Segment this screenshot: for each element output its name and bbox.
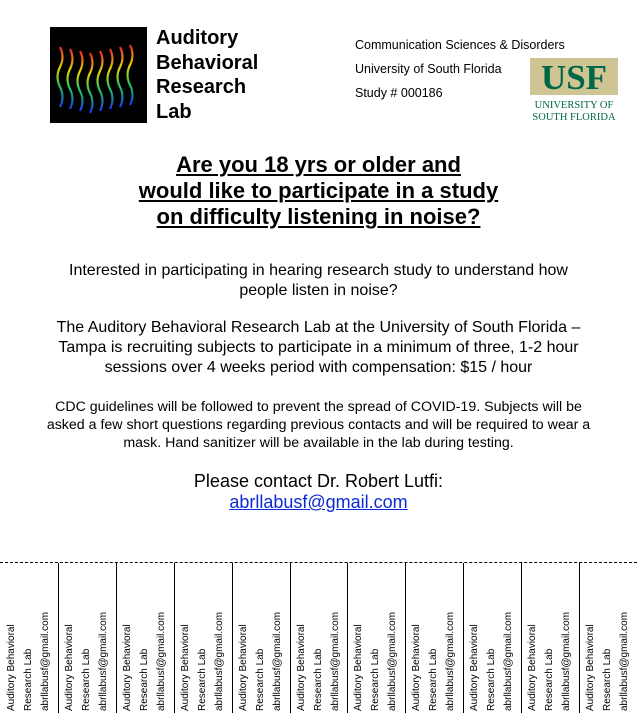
lab-name-line: Lab — [156, 100, 192, 123]
tear-off-tab-text — [524, 566, 576, 711]
covid-paragraph — [0, 398, 637, 452]
tear-off-tab-line: abrllabusf@gmail.com — [213, 611, 225, 711]
lab-name-line: Behavioral — [156, 51, 259, 74]
tear-off-tab-line: Research Lab — [544, 648, 556, 711]
usf-logo — [528, 58, 620, 126]
contact-section — [0, 471, 637, 513]
covid-line: asked a few short questions regarding previous contacts and will be required to wear a — [46, 417, 591, 433]
tear-off-tab — [116, 563, 175, 713]
tear-off-tab — [232, 563, 291, 713]
intro-paragraph — [0, 261, 637, 301]
tear-off-tab-line: abrllabusf@gmail.com — [503, 611, 515, 711]
tear-off-tab-line: abrllabusf@gmail.com — [271, 611, 283, 711]
tear-off-tab-line: Auditory Behavioral — [527, 624, 539, 711]
headline-line: would like to participate in a study — [138, 178, 499, 203]
tear-off-tab-line: abrllabusf@gmail.com — [40, 611, 51, 711]
tear-off-tab-line: abrllabusf@gmail.com — [619, 611, 631, 711]
university-name: University of South Florida — [355, 62, 502, 76]
tear-off-tab-line: Research Lab — [196, 648, 208, 711]
lab-name — [156, 26, 258, 124]
lab-name-line: Research — [156, 76, 247, 98]
tear-off-tab-line: abrllabusf@gmail.com — [155, 611, 167, 711]
tear-off-tab-line: Research Lab — [312, 648, 324, 711]
tear-off-tab-line: abrllabusf@gmail.com — [561, 611, 573, 711]
tear-off-tab-text — [61, 566, 113, 711]
tear-off-tab-line: abrllabusf@gmail.com — [97, 611, 109, 711]
tear-off-tab-line: Auditory Behavioral — [63, 624, 75, 711]
lab-logo — [50, 27, 147, 123]
tear-off-tab-line: Research Lab — [602, 648, 614, 711]
tear-off-tab-line: Auditory Behavioral — [353, 624, 365, 711]
tear-off-tab-line: Auditory Behavioral — [6, 624, 17, 711]
tear-off-tab-line: abrllabusf@gmail.com — [445, 611, 457, 711]
department-name: Communication Sciences & Disorders — [355, 38, 565, 52]
tear-off-tab-line: Research Lab — [370, 648, 382, 711]
tear-off-tabs — [0, 562, 637, 720]
tear-off-tab-line: abrllabusf@gmail.com — [329, 611, 341, 711]
tear-off-tab-text — [119, 566, 171, 711]
tear-off-tab-line: Auditory Behavioral — [295, 624, 307, 711]
tear-off-tab-text — [582, 566, 634, 711]
usf-logo-letters: USF — [540, 58, 608, 97]
tear-off-tab — [579, 563, 637, 713]
recruiting-line: sessions over 4 weeks period with compensation: $15 / hour — [104, 359, 533, 376]
intro-line: people listen in noise? — [239, 282, 398, 299]
tear-off-tab-line: Research Lab — [486, 648, 498, 711]
usf-logo-line2: SOUTH FLORIDA — [532, 112, 616, 123]
tear-off-tab-text — [350, 566, 402, 711]
tear-off-tab-line: Research Lab — [428, 648, 440, 711]
tear-off-tab — [290, 563, 349, 713]
headline — [0, 152, 637, 230]
headline-line: Are you 18 yrs or older and — [176, 152, 461, 177]
tear-off-tab-text — [177, 566, 229, 711]
tear-off-tab-line: Research Lab — [80, 648, 92, 711]
tear-off-tab-text — [466, 566, 518, 711]
tear-off-tab-line: Research Lab — [138, 648, 150, 711]
tear-off-tab — [521, 563, 580, 713]
recruiting-line: Tampa is recruiting subjects to participate in a minimum of three, 1-2 hour — [58, 339, 579, 356]
covid-line: mask. Hand sanitizer will be available in the lab during testing. — [123, 435, 514, 451]
contact-line: Please contact Dr. Robert Lutfi: — [193, 471, 444, 491]
usf-logo-line1: UNIVERSITY OF — [534, 100, 614, 111]
tear-off-tab — [58, 563, 117, 713]
tear-off-tab-line: Auditory Behavioral — [179, 624, 191, 711]
covid-line: CDC guidelines will be followed to prevent the spread of COVID-19. Subjects will be — [55, 399, 582, 415]
tear-off-tab-line: Research Lab — [254, 648, 266, 711]
tear-off-tab — [463, 563, 522, 713]
tear-off-tab-line: Auditory Behavioral — [411, 624, 423, 711]
tear-off-tab-text — [235, 566, 287, 711]
tear-off-tab-line: Auditory Behavioral — [121, 624, 133, 711]
tear-off-tab-text — [408, 566, 460, 711]
tear-off-tab — [0, 563, 59, 713]
tear-off-tab-line: Auditory Behavioral — [469, 624, 481, 711]
lab-name-line: Auditory — [156, 27, 239, 49]
study-number: Study # 000186 — [355, 86, 443, 100]
tear-off-tab-line: Auditory Behavioral — [585, 624, 597, 711]
intro-line: Interested in participating in hearing research study to understand how — [69, 262, 568, 279]
headline-line: on difficulty listening in noise? — [156, 204, 481, 229]
recruiting-paragraph — [0, 318, 637, 378]
tear-off-tab-line: abrllabusf@gmail.com — [387, 611, 399, 711]
tear-off-tab-text — [3, 566, 55, 711]
recruiting-line: The Auditory Behavioral Research Lab at the University of South Florida – — [56, 319, 581, 336]
contact-email-link[interactable]: abrllabusf@gmail.com — [229, 492, 408, 512]
tear-off-tab-text — [293, 566, 345, 711]
tear-off-tab — [347, 563, 406, 713]
tear-off-tab-line: Research Lab — [23, 648, 34, 711]
tear-off-tab-line: Auditory Behavioral — [237, 624, 249, 711]
tear-off-tab — [405, 563, 464, 713]
tear-off-tab — [174, 563, 233, 713]
